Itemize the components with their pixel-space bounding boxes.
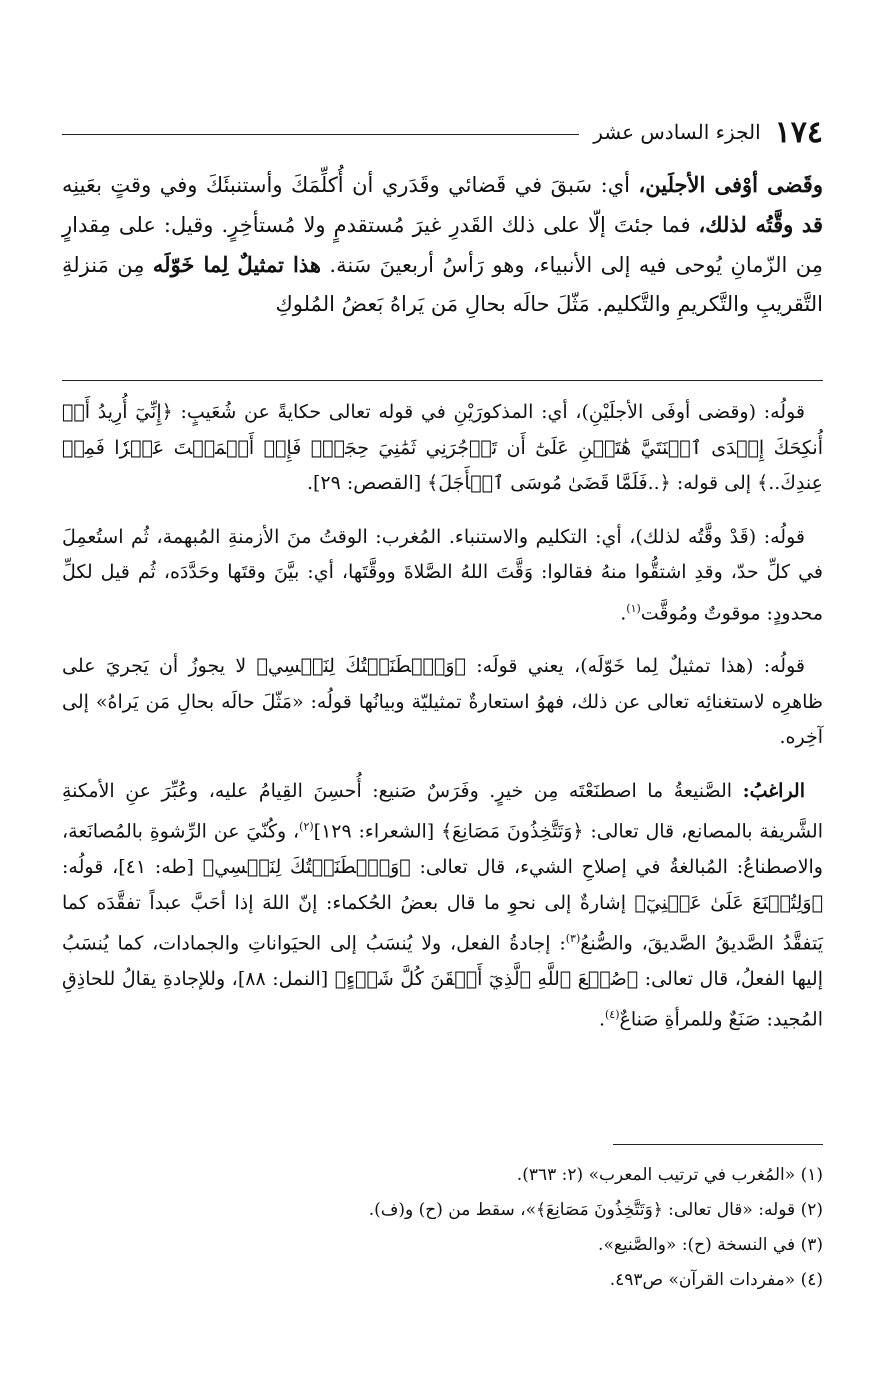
footnote-ref-2: (٢)	[299, 820, 314, 834]
commentary-p4-text-a: الصَّنيعةُ ما اصطنَعْتَه مِن خيرٍ. وفَرَسٌ صَنيع: أُحسِنَ القِيامُ عليه، وعُبِّرَ عنِ الأمكنةِ الشَّريفة بالمصانع، قال تعالى: ﴿وَتَتَّخِذُونَ مَصَانِعَ﴾ [الشعراء: ١٢٩]	[62, 779, 823, 843]
footnote-3: (٣) في النسخة (ح): «والصَّنيع».	[598, 1235, 823, 1255]
main-text-part-3: مِن مَنزلةِ التَّقريبِ والتَّكريمِ والتَّكليم. مَثّلَ حالَه بحالِ مَن يَراهُ بَعضُ المُلوكِ	[62, 253, 823, 316]
commentary	[62, 395, 823, 1056]
footnote-1: (١) «المُغرب في ترتيب المعرب» (٢: ٣٦٣).	[516, 1165, 823, 1185]
commentary-p4-lead: الراغبُ:	[742, 779, 805, 802]
text-commentary-separator	[62, 380, 823, 381]
footnotes	[62, 1158, 823, 1298]
main-lead-phrase: وقَضى أوْفى الأجلَين،	[638, 172, 823, 197]
commentary-p4-end: .	[598, 1008, 605, 1031]
footnote-ref-4: (٤)	[605, 1008, 620, 1022]
commentary-paragraph-2	[62, 520, 823, 632]
main-phrase-2: قد وقَّتُه لذلك،	[698, 212, 823, 237]
main-text	[62, 165, 823, 324]
main-text-part-1: أي: سَبقَ في قَضائي وقَدَري أن أُكلِّمَكَ وأستنبئَكَ وفي وقتٍ بعَينِه	[62, 173, 639, 197]
main-phrase-3: هذا تمثيلٌ لِما خَوّلَه	[152, 252, 321, 277]
running-header	[62, 112, 823, 152]
footnote-ref-3: (٣)	[565, 932, 581, 946]
commentary-paragraph-4	[62, 774, 823, 1038]
footnote-4: (٤) «مفردات القرآن» ص٤٩٣.	[609, 1270, 823, 1290]
page-number: ١٧٤	[774, 114, 823, 150]
main-text-part-2: فما جئتَ إلّا على ذلك القَدرِ غيرَ مُستقدمٍ ولا مُستأخِرٍ. وقيل: على مِقدارٍ مِن الزّمانِ يُوحى فيه إلى الأنبياء، وهو رَأسُ أربعينَ سَنة.	[62, 213, 824, 277]
footnote-2: (٢) قوله: «قال تعالى: ﴿وَتَتَّخِذُونَ مَصَانِعَ﴾»، سقط من (ح) و(ف).	[368, 1200, 823, 1220]
commentary-p4-text-c: : إجادةُ الفعل، ولا يُنسَبُ إلى الحيَواناتِ والجمادات، كما يُنسَبُ إليها الفعلُ، قال تعالى: ﴿صُنۡعَ ٱللَّهِ ٱلَّذِيٓ أَتۡقَنَ كُلَّ شَيۡءٍ﴾ [النمل: ٨٨]، وللإجادةِ يقالُ للحاذِقِ المُجيد: صَنَعٌ وللمرأةِ صَناعٌ	[62, 932, 823, 1031]
commentary-paragraph-3: قولُه: (هذا تمثيلٌ لِما خَوّلَه)، يعني قولَه: ﴿وَٱصۡطَنَعۡتُكَ لِنَفۡسِي﴾ لا يجوزُ أن يَجريَ على ظاهرِه لاستغنائِه تعالى عن ذلك، فهوُ استعارةٌ تمثيليّة وبيانُها قولُه: «مَثّلَ حالَه بحالِ مَن يَراهُ» إلى آخِره.	[62, 655, 823, 749]
book-page	[62, 0, 823, 1399]
commentary-p4-text-b: ، وكُنّيَ عن الرِّشوةِ بالمُصانَعة، والاصطناعُ: المُبالغةُ في إصلاحِ الشيء، قال تعالى: ﴿وَٱصۡطَنَعۡتُكَ لِنَفۡسِي﴾ [طه: ٤١]، قولُه: ﴿وَلِتُصۡنَعَ عَلَىٰ عَيۡنِيٓ﴾ إشارةٌ إلى نحوِ ما قال بعضُ الحُكماء: إنّ اللهَ إذا أحَبَّ عبداً تفقَّدَه كما يَتفقَّدُ الصَّديقُ الصَّديقَ، والصُّنعُ	[62, 820, 823, 955]
footnote-ref-1: (١)	[626, 601, 641, 615]
commentary-paragraph-1: قولُه: (وقضى أوفَى الأجلَيْنِ)، أي: المذكورَيْنِ في قوله تعالى حكايةً عن شُعَيبٍ: ﴿إِنِّيٓ أُرِيدُ أَنۡ أُنكِحَكَ إِحۡدَى ٱبۡنَتَيَّ هَٰتَيۡنِ عَلَىٰٓ أَن تَأۡجُرَنِي ثَمَٰنِيَ حِجَجٖۖ فَإِنۡ أَتۡمَمۡتَ عَشۡرٗا فَمِنۡ عِندِكَ..﴾ إلى قوله: ﴿..فَلَمَّا قَضَىٰ مُوسَى ٱلۡأَجَلَ﴾ [القصص: ٢٩].	[62, 401, 823, 494]
commentary-p2-text: قولُه: (قَدْ وقَّتُه لذلك)، أي: التكليم والاستنباء. المُغرب: الوقتُ منَ الأزمنةِ المُبهمة، ثُم استُعمِلَ في كلِّ حدّ، وقدِ اشتقُّوا منهُ فقالوا: وَقَّتَ اللهُ الصَّلاةَ ووقَّتَها، أي: بيَّنَ وقتَها وحَدَّدَه، ثُم قيل لكلِّ محدودٍ: موقوتٌ ومُوقَّت	[62, 525, 823, 624]
section-title: الجزء السادس عشر	[593, 120, 761, 144]
footnote-rule	[613, 1144, 823, 1145]
commentary-p2-end: .	[620, 601, 627, 624]
header-rule	[62, 134, 579, 135]
